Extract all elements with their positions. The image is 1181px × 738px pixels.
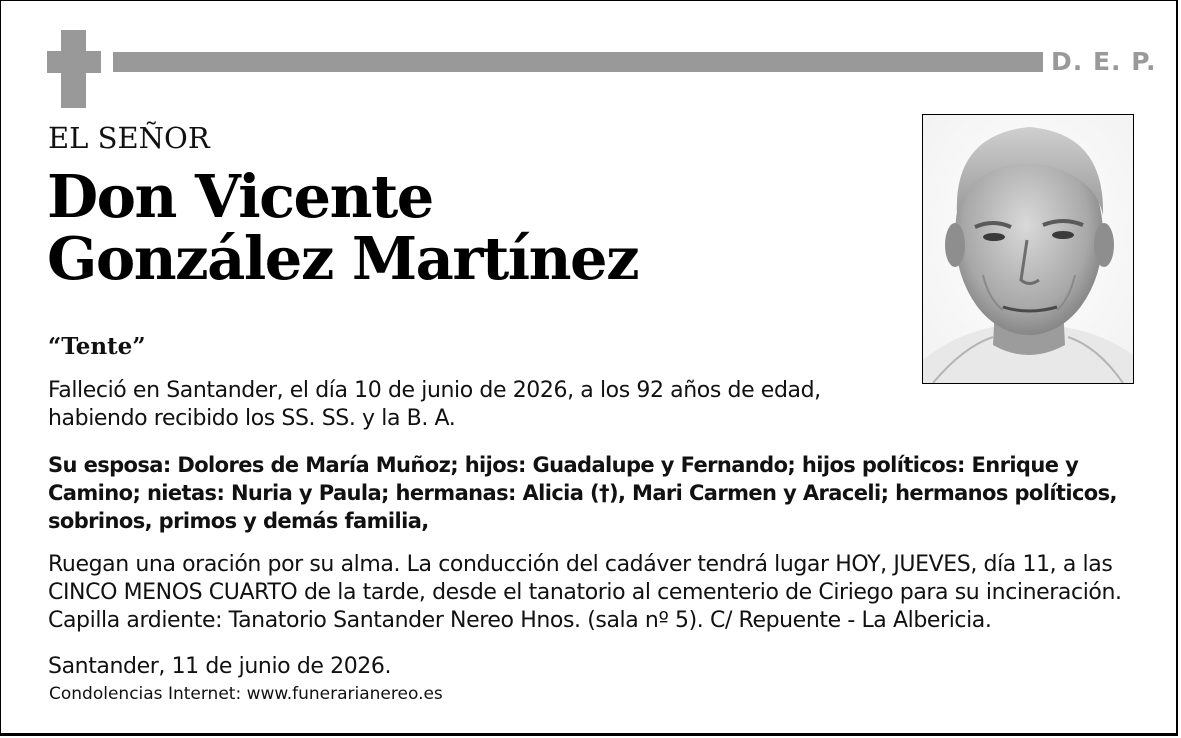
ceremony-line-3: Capilla ardiente: Tanatorio Santander Nereo Hnos. (sala nº 5). C/ Repuente - La Albericia. bbox=[48, 608, 992, 633]
header-rule bbox=[113, 52, 1043, 72]
portrait-photo bbox=[922, 114, 1134, 384]
family-line-3: sobrinos, primos y demás familia, bbox=[48, 509, 429, 533]
ceremony-details bbox=[48, 551, 1148, 635]
name-line-2: González Martínez bbox=[47, 224, 639, 293]
honorific: EL SEÑOR bbox=[48, 121, 210, 155]
place-date: Santander, 11 de junio de 2026. bbox=[48, 654, 392, 679]
death-line-2: habiendo recibido los SS. SS. y la B. A. bbox=[48, 406, 456, 431]
ceremony-line-2: CINCO MENOS CUARTO de la tarde, desde el tanatorio al cementerio de Ciriego para su incineración. bbox=[48, 580, 1122, 605]
death-notice bbox=[48, 377, 908, 433]
portrait-image bbox=[923, 115, 1133, 383]
cross-icon-bar bbox=[47, 51, 101, 73]
ceremony-line-1: Ruegan una oración por su alma. La conducción del cadáver tendrá lugar HOY, JUEVES, día 11, a las bbox=[48, 552, 1113, 577]
family-line-1: Su esposa: Dolores de María Muñoz; hijos: Guadalupe y Fernando; hijos políticos: Enrique y bbox=[48, 453, 1079, 477]
deceased-name bbox=[47, 162, 639, 293]
family-list bbox=[48, 451, 1128, 535]
condolences-link[interactable]: Condolencias Internet: www.funerarianereo.es bbox=[49, 684, 443, 704]
name-line-1: Don Vicente bbox=[47, 162, 433, 231]
nickname: “Tente” bbox=[48, 333, 146, 360]
dep-label: D. E. P. bbox=[1051, 47, 1157, 76]
family-line-2: Camino; nietas: Nuria y Paula; hermanas: Alicia (†), Mari Carmen y Araceli; hermanos políticos, bbox=[48, 481, 1117, 505]
death-line-1: Falleció en Santander, el día 10 de junio de 2026, a los 92 años de edad, bbox=[48, 378, 821, 403]
